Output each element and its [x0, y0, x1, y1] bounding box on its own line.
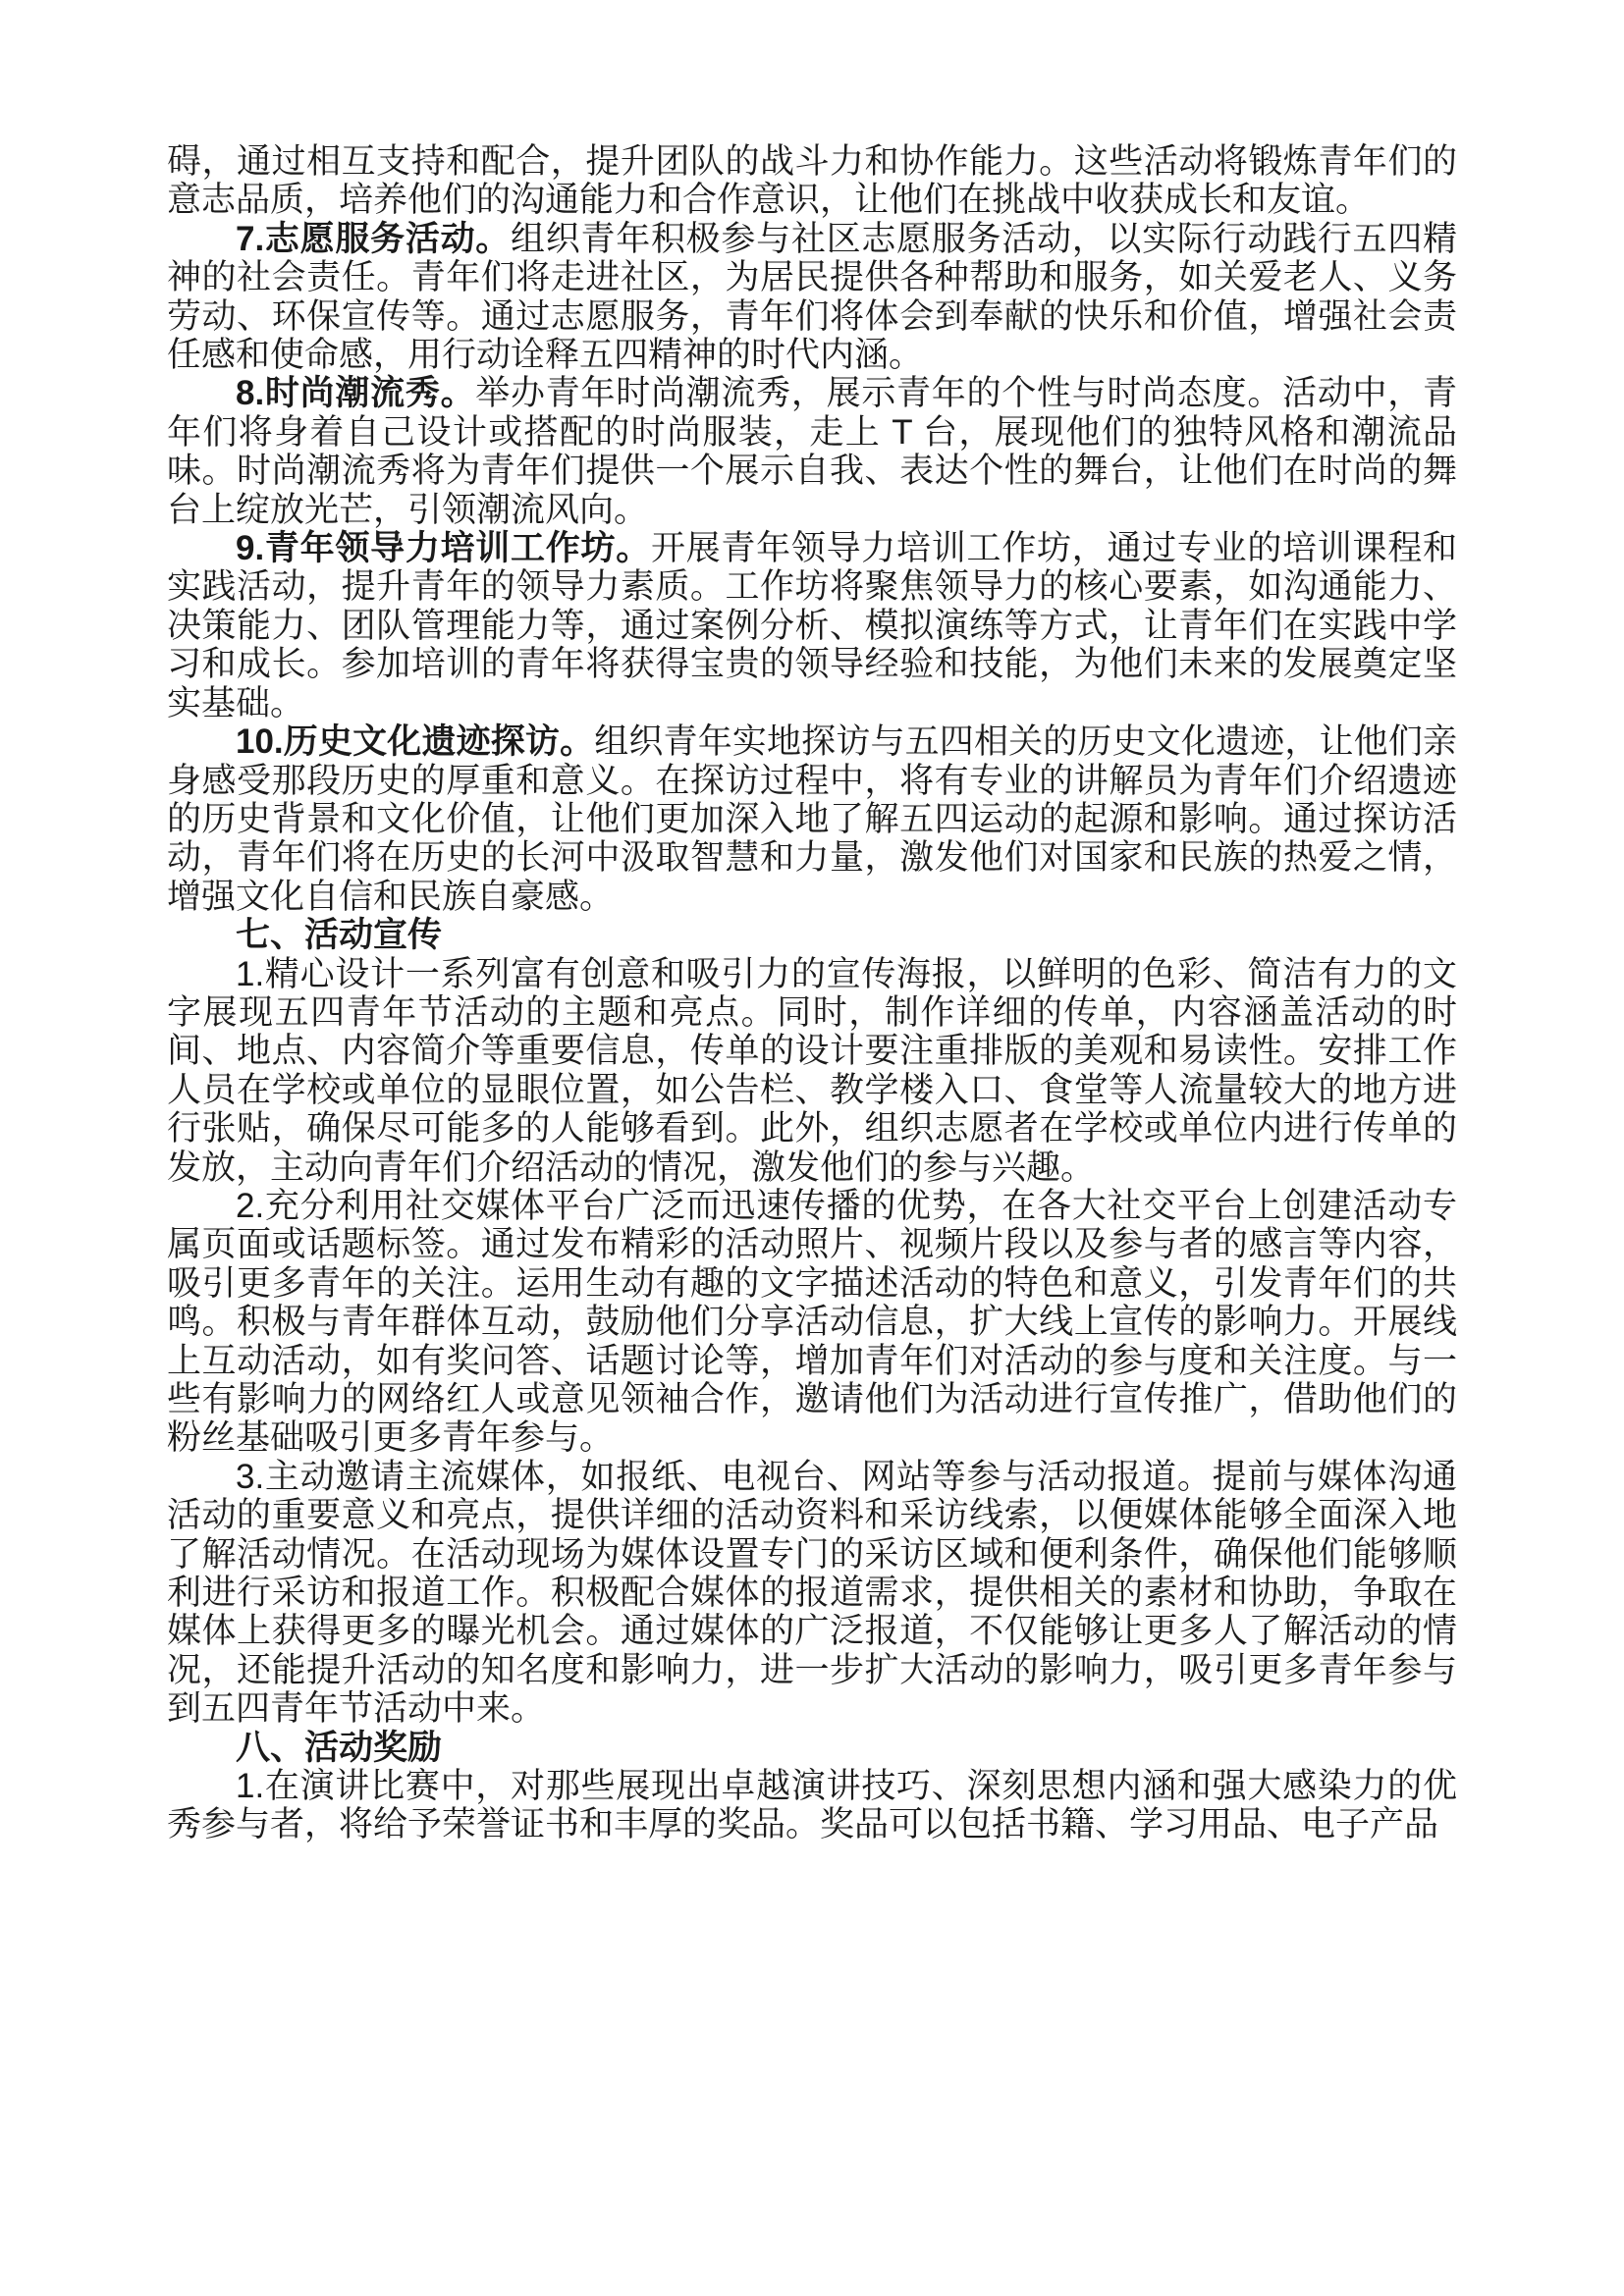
- paragraph-text: 组织青年实地探访与五四相关的历史文化遗迹，让他们亲身感受那段历史的厚重和意义。在探访过程中，将有专业的讲解员为青年们介绍遗迹的历史背景和文化价值，让他们更加深入地了解五四运动的起源和影响。通过探访活动，青年们将在历史的长河中汲取智慧和力量，激发他们对国家和民族的热爱之情，增强文化自信和民族自豪感。: [167, 722, 1457, 916]
- paragraph-lead: 7.志愿服务活动。: [236, 219, 512, 258]
- section-heading-promotion: [167, 916, 1457, 954]
- paragraph-continuation: [167, 142, 1457, 220]
- paragraph-item-7-volunteer-service: [167, 220, 1457, 375]
- paragraph-item-8-fashion-show: [167, 374, 1457, 529]
- section-heading-awards: [167, 1729, 1457, 1767]
- paragraph-text: 1.在演讲比赛中，对那些展现出卓越演讲技巧、深刻思想内涵和强大感染力的优秀参与者，将给予荣誉证书和丰厚的奖品。奖品可以包括书籍、学习用品、电子产品: [167, 1767, 1457, 1844]
- document-body: [167, 142, 1457, 1844]
- paragraph-text: 组织青年积极参与社区志愿服务活动，以实际行动践行五四精神的社会责任。青年们将走进社区，为居民提供各种帮助和服务，如关爱老人、义务劳动、环保宣传等。通过志愿服务，青年们将体会到奉献的快乐和价值，增强社会责任感和使命感，用行动诠释五四精神的时代内涵。: [167, 219, 1457, 375]
- paragraph-text: 2.充分利用社交媒体平台广泛而迅速传播的优势，在各大社交平台上创建活动专属页面或话题标签。通过发布精彩的活动照片、视频片段以及参与者的感言等内容，吸引更多青年的关注。运用生动有趣的文字描述活动的特色和意义，引发青年们的共鸣。积极与青年群体互动，鼓励他们分享活动信息，扩大线上宣传的影响力。开展线上互动活动，如有奖问答、话题讨论等，增加青年们对活动的参与度和关注度。与一些有影响力的网络红人或意见领袖合作，邀请他们为活动进行宣传推广，借助他们的粉丝基础吸引更多青年参与。: [167, 1186, 1457, 1458]
- section-heading-text: 七、活动宣传: [236, 916, 443, 955]
- paragraph-text: 举办青年时尚潮流秀，展示青年的个性与时尚态度。活动中，青年们将身着自己设计或搭配的时尚服装，走上 T 台，展现他们的独特风格和潮流品味。时尚潮流秀将为青年们提供一个展示自我、表达个性的舞台，让他们在时尚的舞台上绽放光芒，引领潮流风向。: [167, 374, 1457, 529]
- paragraph-item-10-heritage-visit: [167, 722, 1457, 916]
- paragraph-promotion-2-social-media: [167, 1187, 1457, 1458]
- paragraph-text: 开展青年领导力培训工作坊，通过专业的培训课程和实践活动，提升青年的领导力素质。工作坊将聚焦领导力的核心要素，如沟通能力、决策能力、团队管理能力等，通过案例分析、模拟演练等方式，让青年们在实践中学习和成长。参加培训的青年将获得宝贵的领导经验和技能，为他们未来的发展奠定坚实基础。: [167, 529, 1457, 722]
- paragraph-text: 碍，通过相互支持和配合，提升团队的战斗力和协作能力。这些活动将锻炼青年们的意志品质，培养他们的沟通能力和合作意识，让他们在挑战中收获成长和友谊。: [167, 142, 1457, 220]
- paragraph-text: 1.精心设计一系列富有创意和吸引力的宣传海报，以鲜明的色彩、简洁有力的文字展现五四青年节活动的主题和亮点。同时，制作详细的传单，内容涵盖活动的时间、地点、内容简介等重要信息，传单的设计要注重排版的美观和易读性。安排工作人员在学校或单位的显眼位置，如公告栏、教学楼入口、食堂等人流量较大的地方进行张贴，确保尽可能多的人能够看到。此外，组织志愿者在学校或单位内进行传单的发放，主动向青年们介绍活动的情况，激发他们的参与兴趣。: [167, 954, 1457, 1187]
- paragraph-promotion-3-media-coverage: [167, 1458, 1457, 1729]
- section-heading-text: 八、活动奖励: [236, 1728, 443, 1767]
- paragraph-promotion-1-posters: [167, 955, 1457, 1187]
- paragraph-lead: 8.时尚潮流秀。: [236, 374, 476, 413]
- paragraph-text: 3.主动邀请主流媒体，如报纸、电视台、网站等参与活动报道。提前与媒体沟通活动的重要意义和亮点，提供详细的活动资料和采访线索，以便媒体能够全面深入地了解活动情况。在活动现场为媒体设置专门的采访区域和便利条件，确保他们能够顺利进行采访和报道工作。积极配合媒体的报道需求，提供相关的素材和协助，争取在媒体上获得更多的曝光机会。通过媒体的广泛报道，不仅能够让更多人了解活动的情况，还能提升活动的知名度和影响力，进一步扩大活动的影响力，吸引更多青年参与到五四青年节活动中来。: [167, 1457, 1457, 1729]
- paragraph-awards-1-speech-contest: [167, 1767, 1457, 1844]
- paragraph-lead: 9.青年领导力培训工作坊。: [236, 529, 651, 568]
- paragraph-item-9-leadership-workshop: [167, 529, 1457, 722]
- paragraph-lead: 10.历史文化遗迹探访。: [236, 722, 595, 762]
